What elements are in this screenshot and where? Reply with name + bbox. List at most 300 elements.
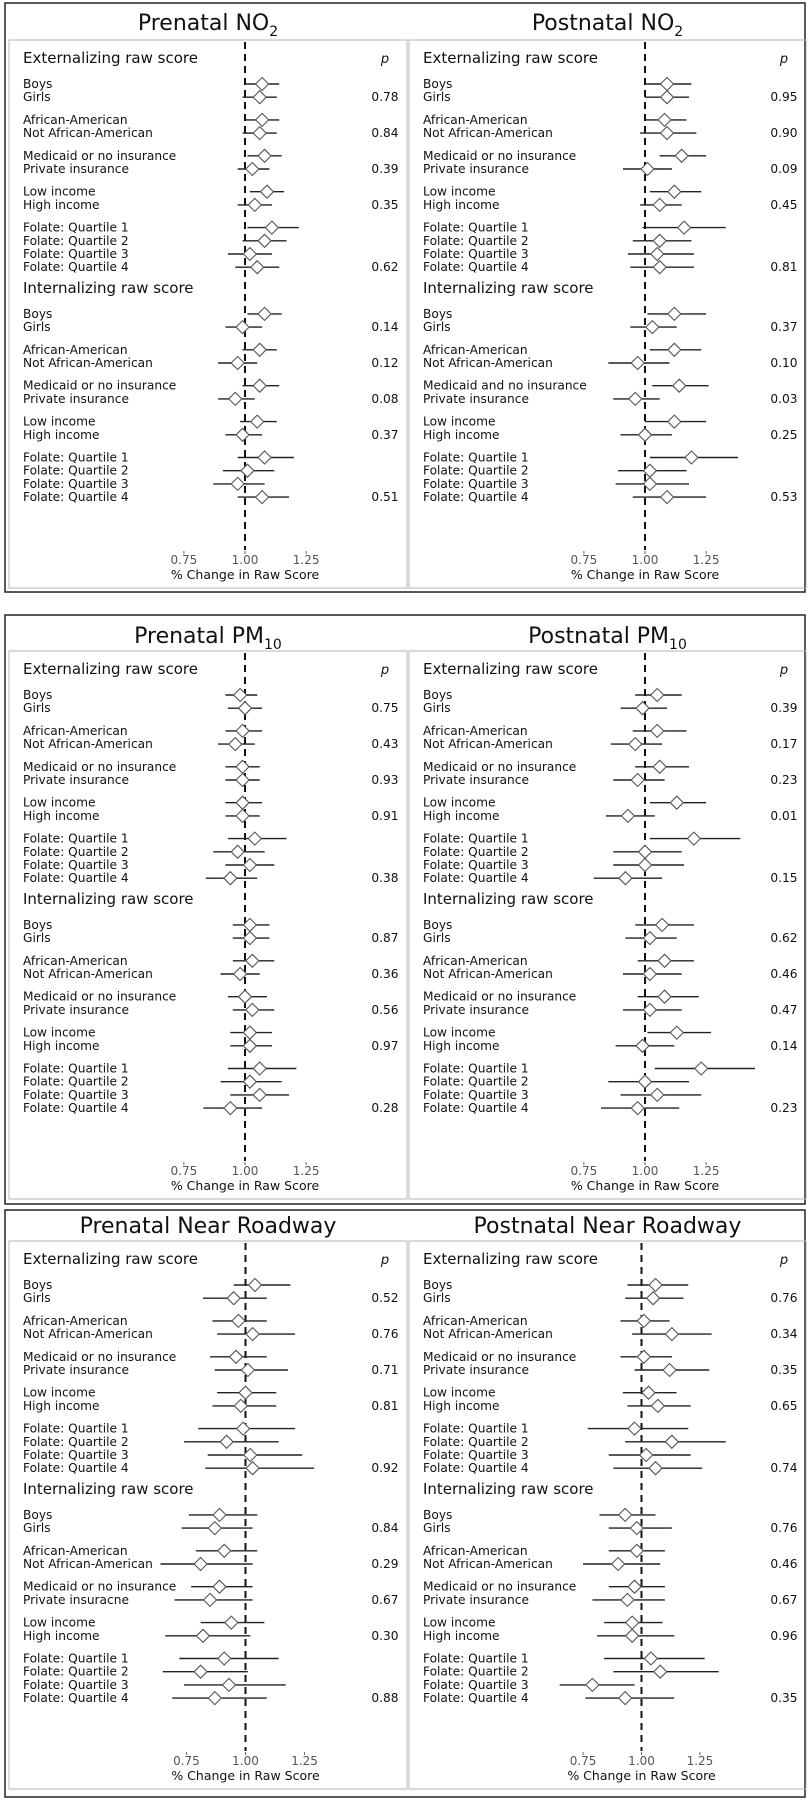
forest-panel-1	[9, 11, 407, 588]
estimate-diamond	[619, 1508, 632, 1521]
estimate-diamond	[649, 1462, 662, 1475]
row-label: Folate: Quartile 2	[23, 463, 129, 478]
x-axis-label: % Change in Raw Score	[170, 1178, 320, 1193]
row-label: Folate: Quartile 3	[23, 1448, 129, 1462]
row-label: Not African-American	[423, 1327, 553, 1342]
row-label: High income	[23, 197, 100, 212]
p-value: 0.87	[371, 931, 399, 946]
estimate-diamond	[253, 379, 266, 392]
section-heading: Externalizing raw score	[23, 660, 198, 678]
row-label: Folate: Quartile 1	[423, 831, 529, 846]
p-value: 0.96	[770, 1628, 798, 1643]
forest-panel-6	[409, 1214, 806, 1789]
estimate-diamond	[653, 234, 666, 247]
estimate-diamond	[628, 1422, 641, 1435]
row-label: High income	[423, 808, 500, 823]
row-label: Not African-American	[423, 126, 553, 141]
estimate-diamond	[639, 859, 652, 872]
estimate-diamond	[612, 1558, 625, 1571]
x-axis-label: % Change in Raw Score	[570, 567, 720, 582]
estimate-diamond	[241, 464, 254, 477]
row-label: Girls	[423, 90, 451, 105]
estimate-diamond	[653, 760, 666, 773]
estimate-diamond	[236, 760, 249, 773]
estimate-diamond	[629, 738, 642, 751]
panel-title-main: Postnatal NO	[531, 11, 675, 36]
estimate-diamond	[654, 1665, 667, 1678]
row-label: African-American	[23, 112, 128, 127]
row-label: Boys	[23, 1278, 53, 1292]
x-axis-label: % Change in Raw Score	[171, 1768, 320, 1783]
row-label: Low income	[23, 1025, 96, 1040]
p-value: 0.35	[770, 1363, 798, 1377]
row-label: Folate: Quartile 4	[423, 490, 529, 505]
row-label: Boys	[23, 917, 53, 932]
p-value: 0.62	[770, 931, 798, 946]
row-label: Boys	[423, 77, 453, 91]
estimate-diamond	[220, 1435, 233, 1448]
p-value: 0.84	[371, 1521, 399, 1536]
row-label: Not African-American	[23, 1327, 153, 1342]
row-label: High income	[423, 197, 500, 212]
estimate-diamond	[651, 1399, 664, 1412]
estimate-diamond	[208, 1522, 221, 1535]
p-value: 0.23	[770, 773, 798, 787]
p-value: 0.10	[770, 356, 798, 370]
x-tick-label: 1.00	[232, 1754, 259, 1768]
row-label: Folate: Quartile 1	[23, 220, 129, 235]
estimate-diamond	[248, 832, 261, 845]
estimate-diamond	[251, 261, 264, 274]
row-label: Medicaid or no insurance	[23, 989, 177, 1004]
row-label: Folate: Quartile 4	[23, 1461, 129, 1476]
panel-title-main: Prenatal Near Roadway	[79, 1214, 337, 1239]
estimate-diamond	[636, 702, 649, 715]
row-label: Boys	[423, 688, 453, 702]
p-value: 0.08	[371, 391, 399, 406]
row-label: High income	[23, 427, 100, 442]
estimate-diamond	[639, 1075, 652, 1088]
estimate-diamond	[239, 702, 252, 715]
row-label: Girls	[23, 1521, 51, 1536]
row-label: African-American	[423, 1313, 528, 1328]
estimate-diamond	[229, 738, 242, 751]
section-heading: Internalizing raw score	[423, 889, 594, 908]
row-label: Folate: Quartile 4	[423, 1101, 529, 1116]
p-value: 0.78	[371, 90, 399, 105]
estimate-diamond	[248, 1279, 261, 1292]
x-tick-label: 1.25	[292, 553, 320, 567]
p-value: 0.95	[770, 90, 798, 105]
estimate-diamond	[213, 1580, 226, 1593]
estimate-diamond	[241, 1364, 254, 1377]
row-label: Folate: Quartile 4	[423, 871, 529, 886]
estimate-diamond	[236, 774, 249, 787]
p-value: 0.29	[371, 1557, 399, 1571]
p-value-header: p	[380, 663, 390, 678]
x-axis-label: % Change in Raw Score	[170, 567, 320, 582]
row-label: Folate: Quartile 4	[23, 871, 129, 886]
estimate-diamond	[237, 1422, 250, 1435]
estimate-diamond	[246, 1462, 259, 1475]
estimate-diamond	[637, 1314, 650, 1327]
p-value: 0.23	[770, 1101, 798, 1116]
row-label: Private insurance	[423, 1592, 529, 1607]
estimate-diamond	[256, 491, 269, 504]
estimate-diamond	[651, 1088, 664, 1101]
section-heading: Internalizing raw score	[23, 278, 194, 297]
panel-title-subscript: 10	[264, 637, 282, 653]
row-label: African-American	[423, 342, 528, 357]
estimate-diamond	[631, 357, 644, 370]
p-value: 0.47	[770, 1002, 798, 1017]
row-label: Private insurance	[23, 391, 129, 406]
section-heading: Internalizing raw score	[23, 1479, 194, 1498]
p-value: 0.15	[770, 871, 798, 886]
estimate-diamond	[639, 428, 652, 441]
estimate-diamond	[253, 1088, 266, 1101]
estimate-diamond	[246, 163, 259, 176]
row-label: African-American	[23, 1313, 128, 1328]
row-label: Folate: Quartile 3	[23, 476, 129, 491]
panel-title-main: Prenatal NO	[137, 11, 270, 36]
estimate-diamond	[229, 392, 242, 405]
row-label: Private insurance	[423, 162, 529, 176]
row-label: Folate: Quartile 4	[23, 260, 129, 275]
row-label: High income	[23, 1038, 100, 1053]
p-value: 0.81	[371, 1398, 399, 1413]
estimate-diamond	[631, 1102, 644, 1115]
row-label: Folate: Quartile 3	[23, 247, 129, 261]
p-value: 0.46	[770, 1557, 798, 1571]
estimate-diamond	[265, 221, 278, 234]
panel-title-main: Postnatal PM	[528, 624, 670, 649]
x-tick-label: 0.75	[170, 1164, 198, 1178]
row-label: Low income	[423, 1025, 496, 1040]
row-label: Folate: Quartile 4	[23, 1691, 129, 1706]
x-tick-label: 1.00	[631, 553, 659, 567]
p-value: 0.84	[371, 126, 399, 141]
panel-title	[80, 1214, 337, 1239]
p-value: 0.37	[371, 427, 399, 442]
x-tick-label: 0.75	[570, 553, 598, 567]
x-tick-label: 0.75	[173, 1754, 200, 1768]
estimate-diamond	[232, 1314, 245, 1327]
x-tick-label: 0.75	[569, 1754, 597, 1768]
forest-panel-3	[9, 624, 407, 1199]
estimate-diamond	[231, 357, 244, 370]
row-label: High income	[423, 1628, 500, 1643]
row-label: African-American	[423, 953, 528, 968]
x-tick-label: 1.00	[231, 553, 259, 567]
estimate-diamond	[661, 491, 674, 504]
x-axis-label: % Change in Raw Score	[570, 1178, 720, 1193]
estimate-diamond	[687, 832, 700, 845]
row-label: Low income	[423, 414, 496, 429]
row-label: African-American	[23, 342, 128, 357]
row-label: Medicaid or no insurance	[23, 148, 177, 163]
p-value: 0.38	[371, 871, 399, 886]
estimate-diamond	[644, 1652, 657, 1665]
estimate-diamond	[194, 1558, 207, 1571]
estimate-diamond	[236, 428, 249, 441]
estimate-diamond	[256, 113, 269, 126]
row-label: Folate: Quartile 2	[23, 1434, 129, 1449]
row-label: Private insurance	[23, 773, 129, 787]
row-label: Not African-American	[423, 967, 553, 981]
p-value-header: p	[779, 663, 789, 678]
row-label: Folate: Quartile 3	[423, 1677, 529, 1692]
estimate-diamond	[621, 1593, 634, 1606]
row-label: Low income	[23, 414, 96, 429]
row-label: Boys	[423, 1278, 453, 1292]
p-value: 0.39	[770, 701, 798, 716]
estimate-diamond	[230, 1350, 243, 1363]
p-value-header: p	[380, 52, 390, 67]
p-value: 0.25	[770, 427, 798, 442]
figure-frame-2	[5, 615, 805, 1204]
row-label: Medicaid or no insurance	[423, 1349, 577, 1364]
row-label: Folate: Quartile 4	[423, 1461, 529, 1476]
row-label: High income	[23, 1628, 100, 1643]
estimate-diamond	[663, 1364, 676, 1377]
estimate-diamond	[194, 1665, 207, 1678]
p-value: 0.36	[371, 967, 399, 981]
estimate-diamond	[639, 845, 652, 858]
row-label: Boys	[423, 917, 453, 932]
row-label: Folate: Quartile 4	[23, 490, 129, 505]
row-label: Low income	[423, 184, 496, 199]
panel-title	[532, 11, 683, 40]
estimate-diamond	[665, 1435, 678, 1448]
row-label: Folate: Quartile 2	[23, 1664, 129, 1679]
p-value: 0.71	[371, 1363, 399, 1377]
estimate-diamond	[258, 149, 271, 162]
row-label: Medicaid or no insurance	[23, 759, 177, 774]
row-label: Not African-American	[23, 126, 153, 141]
row-label: Folate: Quartile 3	[423, 476, 529, 491]
row-label: Medicaid or no insurance	[423, 148, 577, 163]
row-label: Folate: Quartile 2	[423, 233, 529, 248]
p-value: 0.67	[770, 1592, 798, 1607]
row-label: Folate: Quartile 4	[423, 1691, 529, 1706]
row-label: Private insurance	[423, 773, 529, 787]
section-heading: Externalizing raw score	[423, 1250, 598, 1268]
estimate-diamond	[668, 307, 681, 320]
row-label: Boys	[23, 306, 53, 321]
row-label: Folate: Quartile 1	[23, 450, 129, 465]
estimate-diamond	[658, 954, 671, 967]
estimate-diamond	[231, 477, 244, 490]
estimate-diamond	[651, 724, 664, 737]
row-label: Girls	[23, 701, 51, 716]
estimate-diamond	[218, 1544, 231, 1557]
x-tick-label: 1.25	[686, 1754, 714, 1768]
p-value: 0.97	[371, 1038, 399, 1053]
estimate-diamond	[222, 1678, 235, 1691]
estimate-diamond	[621, 809, 634, 822]
section-heading: Internalizing raw score	[423, 278, 594, 297]
row-label: Private insurance	[423, 1002, 529, 1017]
panel-title-subscript: 2	[269, 24, 279, 40]
p-value: 0.30	[371, 1628, 399, 1643]
p-value: 0.53	[770, 490, 798, 505]
p-value: 0.35	[371, 197, 399, 212]
row-label: Not African-American	[23, 967, 153, 981]
estimate-diamond	[651, 689, 664, 702]
row-label: Not African-American	[23, 1557, 153, 1571]
estimate-diamond	[658, 113, 671, 126]
estimate-diamond	[675, 149, 688, 162]
estimate-diamond	[246, 1328, 259, 1341]
section-heading: Internalizing raw score	[423, 1479, 594, 1498]
estimate-diamond	[649, 1279, 662, 1292]
row-label: Low income	[23, 1615, 96, 1630]
p-value: 0.65	[770, 1398, 798, 1413]
forest-panel-4	[409, 624, 806, 1199]
estimate-diamond	[213, 1508, 226, 1521]
row-label: Medicaid or no insurance	[23, 1579, 177, 1594]
row-label: Medicaid or no insurance	[423, 1579, 577, 1594]
panel-title-subscript: 2	[674, 24, 684, 40]
p-value: 0.28	[371, 1101, 399, 1116]
p-value: 0.35	[770, 1691, 798, 1706]
estimate-diamond	[248, 198, 261, 211]
panel-title-main: Prenatal PM	[134, 624, 265, 649]
row-label: Girls	[423, 1521, 451, 1536]
estimate-diamond	[668, 343, 681, 356]
estimate-diamond	[253, 127, 266, 140]
estimate-diamond	[224, 872, 237, 885]
estimate-diamond	[661, 91, 674, 104]
p-value: 0.12	[371, 356, 399, 370]
row-label: Boys	[23, 688, 53, 702]
estimate-diamond	[253, 91, 266, 104]
row-label: African-American	[23, 723, 128, 738]
row-label: Girls	[23, 90, 51, 105]
row-label: Folate: Quartile 3	[423, 1448, 529, 1462]
estimate-diamond	[670, 1026, 683, 1039]
panel-title	[138, 11, 278, 40]
p-value: 0.76	[371, 1327, 399, 1342]
estimate-diamond	[673, 379, 686, 392]
estimate-diamond	[646, 321, 659, 334]
row-label: Private insuracne	[23, 1592, 129, 1607]
row-label: Folate: Quartile 2	[23, 844, 129, 859]
row-label: Low income	[423, 1385, 496, 1400]
section-heading: Internalizing raw score	[23, 889, 194, 908]
estimate-diamond	[251, 415, 264, 428]
row-label: Boys	[423, 1507, 453, 1522]
estimate-diamond	[636, 1039, 649, 1052]
row-label: African-American	[423, 723, 528, 738]
estimate-diamond	[668, 185, 681, 198]
row-label: Private insurance	[23, 1363, 129, 1377]
p-value: 0.91	[371, 808, 399, 823]
row-label: Private insurance	[423, 391, 529, 406]
row-label: Not African-American	[23, 356, 153, 370]
p-value: 0.90	[770, 126, 798, 141]
row-label: Girls	[423, 931, 451, 946]
x-tick-label: 1.00	[631, 1164, 659, 1178]
p-value-header: p	[380, 1253, 390, 1268]
estimate-diamond	[678, 221, 691, 234]
p-value: 0.43	[371, 737, 399, 752]
estimate-diamond	[665, 1328, 678, 1341]
row-label: Private insurance	[23, 162, 129, 176]
p-value: 0.76	[770, 1291, 798, 1306]
row-label: Folate: Quartile 1	[23, 1651, 129, 1666]
row-label: Low income	[423, 795, 496, 810]
estimate-diamond	[236, 796, 249, 809]
row-label: African-American	[23, 1543, 128, 1558]
p-value: 0.14	[770, 1038, 798, 1053]
row-label: Boys	[23, 77, 53, 91]
estimate-diamond	[670, 796, 683, 809]
row-label: Folate: Quartile 2	[23, 1074, 129, 1089]
x-tick-label: 0.75	[570, 1164, 598, 1178]
row-label: Folate: Quartile 2	[23, 233, 129, 248]
estimate-diamond	[258, 307, 271, 320]
panel-title-subscript: 10	[669, 637, 687, 653]
estimate-diamond	[658, 990, 671, 1003]
row-label: Folate: Quartile 3	[23, 858, 129, 872]
estimate-diamond	[231, 845, 244, 858]
row-label: Folate: Quartile 1	[23, 831, 129, 846]
p-value: 0.14	[371, 320, 399, 335]
estimate-diamond	[642, 1386, 655, 1399]
estimate-diamond	[656, 918, 669, 931]
estimate-diamond	[204, 1593, 217, 1606]
x-tick-label: 1.25	[692, 553, 720, 567]
estimate-diamond	[239, 990, 252, 1003]
estimate-diamond	[619, 872, 632, 885]
estimate-diamond	[628, 1580, 641, 1593]
estimate-diamond	[261, 185, 274, 198]
estimate-diamond	[256, 78, 269, 91]
row-label: Girls	[423, 701, 451, 716]
estimate-diamond	[236, 809, 249, 822]
row-label: High income	[23, 1398, 100, 1413]
p-value: 0.37	[770, 320, 798, 335]
estimate-diamond	[196, 1629, 209, 1642]
row-label: Folate: Quartile 4	[423, 260, 529, 275]
estimate-diamond	[236, 321, 249, 334]
estimate-diamond	[258, 451, 271, 464]
row-label: Folate: Quartile 1	[423, 1061, 529, 1076]
row-label: Folate: Quartile 1	[423, 220, 529, 235]
p-value-header: p	[779, 1253, 789, 1268]
p-value: 0.03	[770, 391, 798, 406]
x-tick-label: 0.75	[170, 553, 198, 567]
estimate-diamond	[653, 198, 666, 211]
panel-title-main: Postnatal Near Roadway	[473, 1214, 742, 1239]
row-label: African-American	[423, 1543, 528, 1558]
row-label: Folate: Quartile 2	[423, 1664, 529, 1679]
estimate-diamond	[661, 127, 674, 140]
row-label: Girls	[23, 320, 51, 335]
row-label: Medicaid or no insurance	[423, 989, 577, 1004]
estimate-diamond	[239, 1386, 252, 1399]
panel-title	[528, 624, 687, 653]
row-label: High income	[23, 808, 100, 823]
row-label: Boys	[23, 1507, 53, 1522]
estimate-diamond	[224, 1102, 237, 1115]
estimate-diamond	[253, 343, 266, 356]
row-label: Medicaid or no insurance	[23, 378, 177, 393]
p-value: 0.46	[770, 967, 798, 981]
estimate-diamond	[668, 415, 681, 428]
